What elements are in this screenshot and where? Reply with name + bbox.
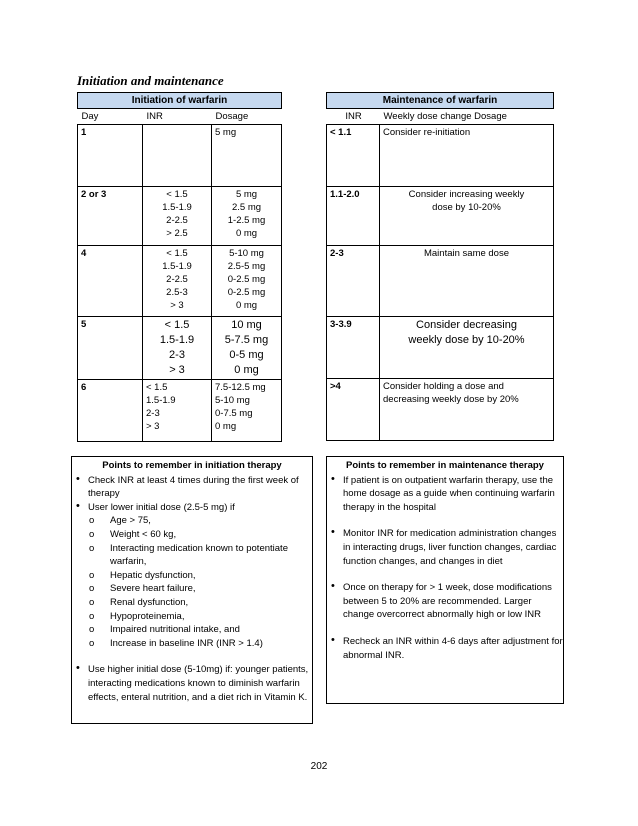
initiation-points-title: Points to remember in initiation therapy [102,460,282,471]
list-item: • If patient is on outpatient warfarin therapy, use the home dosage as a guide when continuing warfarin therapy in the hospital [327,474,563,515]
table-row [327,317,554,379]
initiation-table [77,92,282,442]
recommendation-cell: Maintain same dose [380,246,554,317]
dose-value: 0 mg [234,364,259,376]
inr-cell: 3-3.9 [327,317,380,379]
recommendation-cell: Consider holding a dose and decreasing weekly dose by 20% [380,379,554,441]
inr-value: < 1.5 [166,248,188,259]
dose-value: 1-2.5 mg [227,215,266,226]
inr-value: 2-2.5 [166,215,188,226]
sub-list-item: o Hypoproteinemia, [72,610,312,624]
inr-value: 1.5-1.9 [146,395,176,406]
recommendation-cell: Consider re-initiation [380,125,554,187]
dose-value: 5 mg [235,189,258,200]
table-row [78,317,282,380]
day-cell: 6 [78,380,143,442]
section-heading: Initiation and maintenance [77,73,224,88]
col-inr: INR [143,109,212,125]
inr-cell: 2-3 [327,246,380,317]
inr-value: 2-3 [169,349,185,361]
inr-cell [143,125,212,187]
inr-cell [143,187,212,246]
list-item: • Once on therapy for > 1 week, dose modifications between 5 to 20% are recommended. Larger change overcorrect abnormally high or low INR [327,581,563,622]
dose-value: 10 mg [231,319,262,331]
inr-cell [143,317,212,380]
list-item: • Recheck an INR within 4-6 days after adjustment for abnormal INR. [327,635,563,662]
col-weekly-change: Weekly dose change Dosage [380,109,554,125]
inr-value: > 3 [146,421,160,432]
dose-cell [212,125,282,187]
dose-value: 5-10 mg [229,248,264,259]
initiation-table-title: Initiation of warfarin [78,93,282,109]
inr-value: < 1.5 [164,319,190,331]
sub-list-item: o Severe heart failure, [72,582,312,596]
sub-list-item: o Impaired nutritional intake, and [72,623,312,637]
sub-list-item: o Interacting medication known to potentiate warfarin, [72,542,312,569]
dose-cell [212,317,282,380]
inr-value: > 3 [169,364,185,376]
inr-cell: >4 [327,379,380,441]
inr-cell: < 1.1 [327,125,380,187]
dose-cell [212,246,282,317]
inr-value: 2-3 [146,408,160,419]
sub-list-item: o Age > 75, [72,514,312,528]
list-item: • Monitor INR for medication administration changes in interacting drugs, liver function changes, cardiac function changes, and changes in diet [327,527,563,568]
dose-value: 5-10 mg [215,395,250,406]
recommendation-cell: Consider increasing weekly dose by 10-20% [380,187,554,246]
sub-list-item: o Hepatic dysfunction, [72,569,312,583]
dose-value: 7.5-12.5 mg [215,382,266,393]
dose-value: 2.5 mg [231,202,262,213]
dose-value: 5-7.5 mg [224,334,269,346]
dose-cell [212,380,282,442]
inr-value: < 1.5 [146,382,168,393]
list-item: • User lower initial dose (2.5-5 mg) if [72,501,312,515]
table-row [78,187,282,246]
inr-value: 2.5-3 [166,287,188,298]
dose-value: 0-5 mg [229,349,264,361]
table-row [78,246,282,317]
dose-value: 0-2.5 mg [227,287,266,298]
inr-value: < 1.5 [166,189,188,200]
maintenance-table-title: Maintenance of warfarin [327,93,554,109]
initiation-points-box [71,456,313,724]
table-row [327,187,554,246]
dose-value: 0 mg [235,300,258,311]
table-row [327,246,554,317]
day-cell: 5 [78,317,143,380]
col-day: Day [78,109,143,125]
dose-value: 2.5-5 mg [227,261,266,272]
inr-cell [143,380,212,442]
day-cell: 1 [78,125,143,187]
day-cell: 4 [78,246,143,317]
sub-list-item: o Increase in baseline INR (INR > 1.4) [72,637,312,651]
dose-value: 0-2.5 mg [227,274,266,285]
inr-value: 1.5-1.9 [159,334,195,346]
table-row [327,125,554,187]
inr-value: 2-2.5 [166,274,188,285]
table-row [78,380,282,442]
maintenance-table [326,92,554,441]
sub-list-item: o Weight < 60 kg, [72,528,312,542]
dose-value: 0 mg [215,421,237,432]
inr-value: > 2.5 [166,228,188,239]
dose-cell [212,187,282,246]
inr-cell: 1.1-2.0 [327,187,380,246]
page-number: 202 [310,761,328,772]
inr-cell [143,246,212,317]
col-dosage: Dosage [212,109,282,125]
sub-list-item: o Renal dysfunction, [72,596,312,610]
maintenance-points-box [326,456,564,704]
table-row [78,125,282,187]
maintenance-points-title: Points to remember in maintenance therapy [346,460,544,471]
dose-value: 5 mg [215,127,237,138]
list-item: • Check INR at least 4 times during the first week of therapy [72,474,312,501]
inr-value: > 3 [170,300,184,311]
inr-value: 1.5-1.9 [162,261,192,272]
col-inr: INR [327,109,380,125]
dose-value: 0 mg [235,228,258,239]
dose-value: 0-7.5 mg [215,408,253,419]
list-item: • Use higher initial dose (5-10mg) if: younger patients, interacting medications known to diminish warfarin effects, enteral nutrition, and a diet rich in Vitamin K. [72,663,312,704]
day-cell: 2 or 3 [78,187,143,246]
inr-value: 1.5-1.9 [162,202,192,213]
recommendation-cell: Consider decreasing weekly dose by 10-20% [380,317,554,379]
table-row [327,379,554,441]
